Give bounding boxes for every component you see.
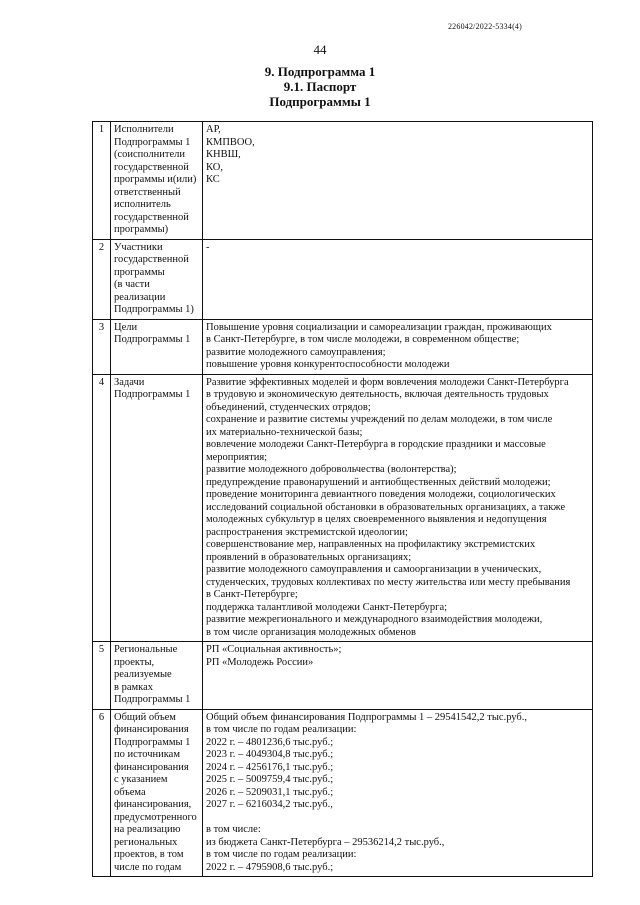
row-label-line: Подпрограммы 1 [114,136,191,148]
row-value-line: развитие молодежного самоуправления; [206,346,386,358]
table-row [93,122,593,240]
row-label-line: числе по годам [114,861,182,873]
row-value-line: КС [206,174,220,185]
row-label-line: объема [114,786,146,798]
row-label-line: реализации [114,291,166,303]
row-label-line: реализуемые [114,669,172,680]
row-number: 5 [93,642,111,710]
row-value-line: развитие молодежного самоуправления и самоорганизации в ученических, [206,564,542,575]
row-value-line: из бюджета Санкт-Петербурга – 29536214,2 тыс.руб., [206,836,445,848]
row-value-line: объединений, студенческих отрядов; [206,401,371,413]
row-label-line: проектов, в том [114,849,184,860]
page-number: 44 [313,42,327,57]
row-value-line: 2024 г. – 4256176,1 тыс.руб.; [206,761,334,773]
row-label-line: Подпрограммы 1 [114,389,191,400]
row-value [203,642,593,710]
row-value-line: Повышение уровня социализации и самореализации граждан, проживающих [206,321,552,333]
row-label [111,122,203,240]
row-value-line: их материально-технической базы; [206,426,363,438]
row-value-line: КМПВОО, [206,136,255,148]
table-row [93,374,593,642]
table-row [93,642,593,710]
row-value-line: студенческих, трудовых коллективах по месту жительства или месту пребывания [206,576,571,588]
row-value-line: КО, [206,161,223,173]
row-value-line: исследований социальной обстановки в образовательных организациях, а также [206,501,566,513]
row-number: 4 [93,374,111,642]
row-value [203,319,593,374]
row-label-line: государственной [114,161,189,173]
row-value-line: молодежных субкультур в целях своевременного выявления и недопущения [206,514,547,525]
row-label-line: предусмотренного [114,811,197,823]
row-label [111,319,203,374]
section-title: 9. Подпрограмма 1 [264,64,376,79]
row-label-line: программы) [114,224,169,235]
row-label [111,709,203,877]
row-value-line: в Санкт-Петербурге; [206,589,298,600]
row-label-line: Исполнители [114,124,174,135]
row-label-line: Подпрограммы 1 [114,694,191,705]
row-value-line: распространения экстремистской идеологии; [206,526,408,538]
row-value-line: повышение уровня конкурентоспособности молодежи [206,359,450,370]
row-label-line: программы и(или) [114,174,197,185]
row-label [111,642,203,710]
row-value-line: в том числе: [206,824,261,835]
row-label-line: Общий объем [114,711,176,723]
row-label-line: государственной [114,254,189,265]
row-number: 2 [93,239,111,319]
row-label-line: в рамках [114,681,153,693]
row-value [203,122,593,240]
row-value-line: 2022 г. – 4801236,6 тыс.руб.; [206,736,334,748]
row-label-line: проекты, [114,656,155,668]
row-value-line: 2025 г. – 5009759,4 тыс.руб.; [206,774,334,785]
row-label-line: Подпрограммы 1 [114,736,191,748]
subsection-title: 9.1. Паспорт [283,79,357,94]
row-value-line: РП «Социальная активность»; [206,644,342,655]
row-label-line: исполнитель [114,199,171,210]
row-value-line: развитие межрегионального и международного взаимодействия молодежи, [206,614,543,625]
row-value [203,239,593,319]
row-label-line: Участники [114,241,163,253]
row-value-line: проведение мониторинга девиантного поведения молодежи, социологических [206,489,556,500]
row-label-line: Подпрограммы 1) [114,304,194,315]
row-label-line: государственной [114,211,189,223]
row-label-line: на реализацию [114,824,181,835]
passport-table [92,121,593,877]
row-value [203,374,593,642]
document-id: 226042/2022-5334(4) [447,22,522,31]
row-value [203,709,593,877]
row-value-line: КНВШ, [206,149,241,160]
row-label-line: Цели [114,321,138,333]
row-label-line: (в части [114,279,150,290]
row-label-line: финансирования, [114,799,192,810]
row-value-line: в том числе организация молодежных обменов [206,626,417,638]
row-value-line: АР, [206,124,221,135]
row-value-line: в трудовую и экономическую деятельность, включая деятельность трудовых [206,389,549,400]
row-label-line: финансирования [114,761,189,773]
row-value-line: 2026 г. – 5209031,1 тыс.руб.; [206,786,334,798]
row-label-line: Подпрограммы 1 [114,334,191,345]
row-label-line: финансирования [114,724,189,735]
row-value-line: поддержка талантливой молодежи Санкт-Петербурга; [206,601,448,613]
row-value-line: в том числе по годам реализации: [206,849,357,860]
row-value-line: Общий объем финансирования Подпрограммы 1 – 29541542,2 тыс.руб., [206,711,528,723]
row-label [111,239,203,319]
row-label-line: региональных [114,836,178,848]
row-value-line: 2027 г. – 6216034,2 тыс.руб., [206,799,333,810]
row-label-line: Задачи [114,376,145,388]
row-number: 6 [93,709,111,877]
section-titles [0,64,640,109]
row-value-line: вовлечение молодежи Санкт-Петербурга в городские праздники и массовые [206,439,546,450]
row-value-line: РП «Молодежь России» [206,656,314,668]
table-row [93,319,593,374]
row-value-line: 2022 г. – 4795908,6 тыс.руб.; [206,861,334,873]
row-value-line: - [206,241,210,253]
table-row [93,709,593,877]
row-value-line [206,812,589,825]
row-label-line: (соисполнители [114,149,186,160]
row-value-line: в Санкт-Петербурге, в том числе молодежи, в современном обществе; [206,334,520,345]
row-value-line: предупреждение правонарушений и антиобщественных действий молодежи; [206,476,551,488]
row-value-line: 2023 г. – 4049304,8 тыс.руб.; [206,749,334,760]
row-label-line: Региональные [114,644,178,655]
row-value-line: в том числе по годам реализации: [206,724,357,735]
row-number: 1 [93,122,111,240]
row-label-line: по источникам [114,749,180,760]
row-label-line: программы [114,266,165,278]
row-value-line: совершенствование мер, направленных на профилактику экстремистских [206,539,536,550]
subsection-subtitle: Подпрограммы 1 [269,94,371,109]
row-label-line: с указанием [114,774,168,785]
row-value-line: мероприятия; [206,451,268,463]
row-value-line: проявлений в образовательных организациях; [206,551,412,563]
row-number: 3 [93,319,111,374]
table-row [93,239,593,319]
row-label [111,374,203,642]
row-value-line: развитие молодежного добровольчества (волонтерства); [206,464,457,475]
row-value-line: сохранение и развитие системы учреждений по делам молодежи, в том числе [206,414,553,425]
row-value-line: Развитие эффективных моделей и форм вовлечения молодежи Санкт-Петербурга [206,376,569,388]
row-label-line: ответственный [114,186,181,198]
